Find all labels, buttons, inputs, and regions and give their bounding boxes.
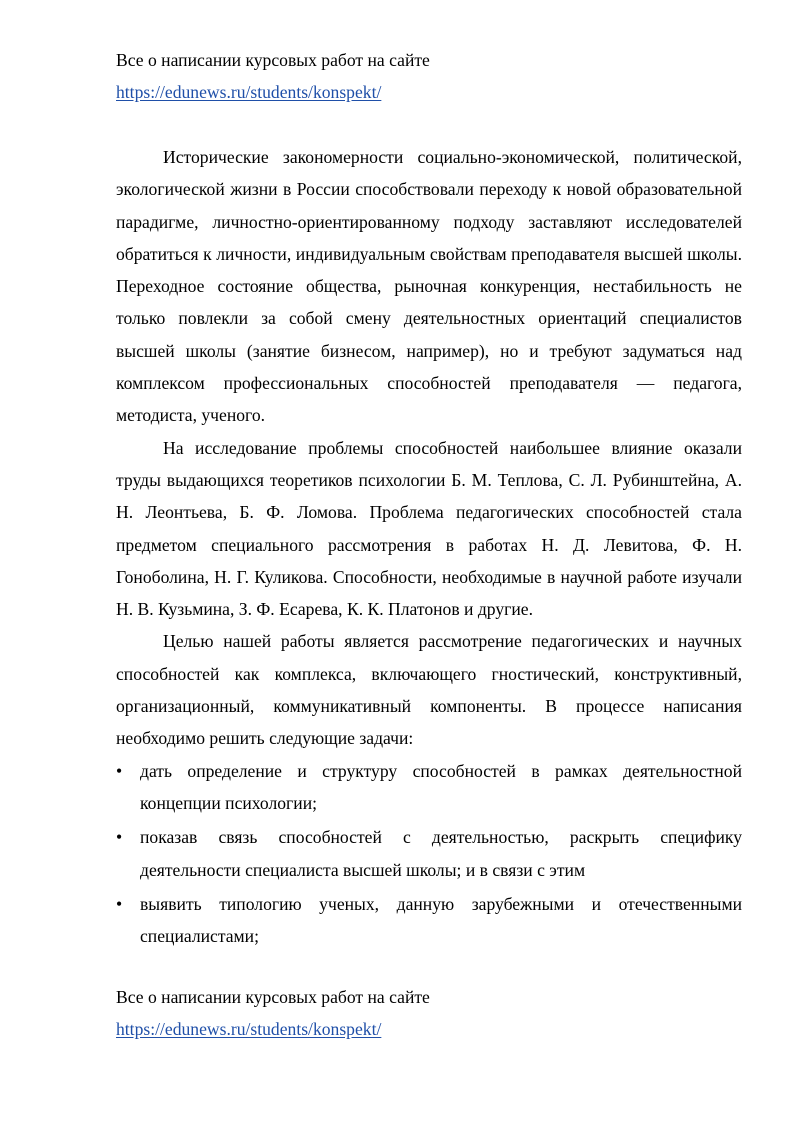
list-item [116, 821, 742, 886]
paragraph-2: На исследование проблемы способностей наибольшее влияние оказали труды выдающихся теоретиков психологии Б. М. Теплова, С. Л. Рубинштейна, А. Н. Леонтьева, Б. Ф. Ломова. Проблема педагогических способностей стала предметом специального рассмотрения в работах Н. Д. Левитова, Ф. Н. Гоноболина, Н. Г. Куликова. Способности, необходимые в научной работе изучали Н. В. Кузьмина, З. Ф. Есарева, К. К. Платонов и другие. [116, 437, 742, 620]
bullet-icon: • [116, 893, 123, 914]
footer-link[interactable]: https://edunews.ru/students/konspekt/ [116, 1019, 382, 1039]
task-list [116, 755, 742, 953]
bullet-icon: • [116, 760, 123, 781]
list-item [116, 755, 742, 820]
list-item-text: показав связь способностей с деятельностью, раскрыть специфику деятельности специалиста высшей школы; и в связи с этим [140, 827, 742, 880]
main-text [116, 141, 742, 952]
bullet-icon: • [116, 827, 123, 848]
list-item-text: выявить типологию ученых, данную зарубежными и отечественными специалистами; [140, 893, 742, 947]
list-item-text: дать определение и структуру способностей в рамках деятельностной концепции психологии; [140, 760, 742, 813]
header-text: Все о написании курсовых работ на сайте [116, 50, 430, 70]
footer-text: Все о написании курсовых работ на сайте [116, 987, 430, 1007]
header-link[interactable]: https://edunews.ru/students/konspekt/ [116, 82, 382, 102]
paragraph-3: Целью нашей работы является рассмотрение педагогических и научных способностей как комплекса, включающего гностический, конструктивный, организационный, коммуникативный компоненты. В процессе написания необходимо решить следующие задачи: [116, 631, 742, 749]
paragraph-1: Исторические закономерности социально-экономической, политической, экологической жизни в России способствовали переходу к новой образовательной парадигме, личностно-ориентированному подходу заставляют исследователей обратиться к личности, индивидуальным свойствам преподавателя высшей школы. Переходное состояние общества, рыночная конкуренция, нестабильность не только повлекли за собой смену деятельностных ориентаций специалистов высшей школы (занятие бизнесом, например), но и требуют задуматься над комплексом профессиональных способностей преподавателя — педагога, методиста, ученого. [116, 147, 742, 426]
list-item [116, 888, 742, 953]
